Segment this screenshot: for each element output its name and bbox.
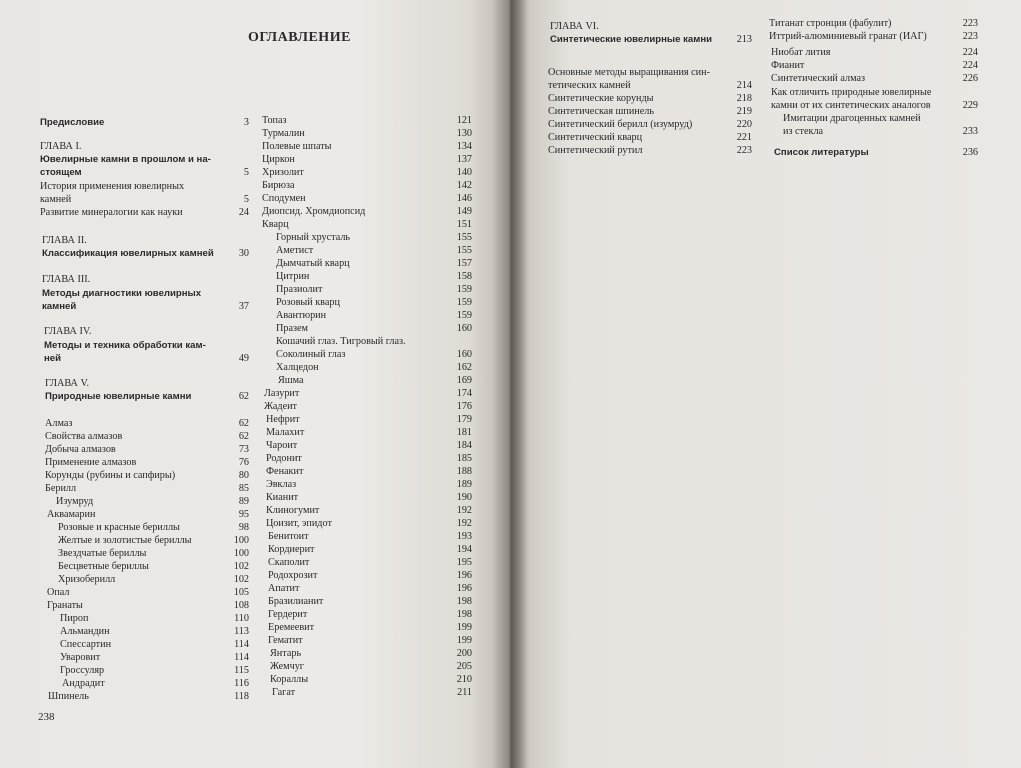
toc-entry-page: 155 <box>456 245 472 256</box>
toc-entry-title: Родохрозит <box>268 570 318 581</box>
toc-entry-page: 233 <box>962 126 978 137</box>
toc-entry-title: Синтетический берилл (изумруд) <box>548 119 693 130</box>
toc-entry-title: Клиногумит <box>266 505 320 516</box>
toc-entry-title: Спессартин <box>60 639 112 650</box>
toc-entry-title: Диопсид. Хромдиопсид <box>262 206 366 217</box>
toc-entry-page: 108 <box>233 600 249 611</box>
toc-entry-title: тетических камней <box>548 80 631 91</box>
toc-entry-title: Дымчатый кварц <box>276 258 350 269</box>
toc-entry-title: Синтетический рутил <box>548 145 643 156</box>
toc-entry-title: Жадеит <box>264 401 298 412</box>
toc-entry-title: Методы диагностики ювелирных <box>42 288 202 299</box>
toc-entry-page: 5 <box>243 194 249 205</box>
toc-entry-title: Циркон <box>262 154 295 165</box>
toc-entry-title: Цитрин <box>276 271 310 282</box>
toc-entry-page: 210 <box>456 674 472 685</box>
toc-entry-page: 114 <box>234 652 249 663</box>
toc-entry-page: 226 <box>962 73 978 84</box>
toc-entry-page: 179 <box>456 414 472 425</box>
toc-entry-title: Хризолит <box>262 167 304 178</box>
toc-entry-title: Ювелирные камни в прошлом и на- <box>40 154 211 165</box>
toc-entry-title: Празем <box>276 323 308 334</box>
toc-entry-title: ГЛАВА IV. <box>44 326 92 337</box>
toc-entry-title: Синтетические корунды <box>548 93 654 104</box>
toc-entry-page: 62 <box>238 391 249 402</box>
toc-entry-title: Имитации драгоценных камней <box>783 113 921 124</box>
toc-entry-page: 198 <box>456 596 472 607</box>
toc-entry-page: 192 <box>456 505 472 516</box>
toc-entry-title: Основные методы выращивания син- <box>548 67 710 78</box>
toc-entry-page: 195 <box>456 557 472 568</box>
toc-entry-title: Турмалин <box>262 128 305 139</box>
toc-entry-title: Гранаты <box>47 600 83 611</box>
toc-entry-page: 113 <box>234 626 249 637</box>
toc-entry-title: Андрадит <box>62 678 105 689</box>
toc-entry-page: 198 <box>456 609 472 620</box>
toc-entry-title: Иттрий-алюминиевый гранат (ИАГ) <box>769 31 927 42</box>
toc-entry-page: 160 <box>456 323 472 334</box>
toc-entry-title: Кошачий глаз. Тигровый глаз. <box>276 336 406 347</box>
toc-entry-page: 62 <box>238 418 249 429</box>
toc-entry-page: 142 <box>456 180 472 191</box>
toc-entry-page: 5 <box>243 167 249 178</box>
toc-entry-title: ней <box>44 353 62 364</box>
toc-entry-title: Природные ювелирные камни <box>45 391 192 402</box>
toc-entry-page: 193 <box>456 531 472 542</box>
toc-entry-title: Синтетический алмаз <box>771 73 866 84</box>
toc-entry-page: 114 <box>234 639 249 650</box>
toc-entry-title: Розовые и красные бериллы <box>58 522 180 533</box>
toc-entry-title: Нефрит <box>266 414 300 425</box>
toc-entry-title: Корунды (рубины и сапфиры) <box>45 470 176 481</box>
toc-entry-page: 76 <box>238 457 249 468</box>
toc-entry-title: из стекла <box>783 126 824 137</box>
toc-entry-title: Еремеевит <box>268 622 315 633</box>
toc-entry-page: 196 <box>456 570 472 581</box>
toc-entry-title: камни от их синтетических аналогов <box>771 100 931 111</box>
toc-entry-page: 192 <box>456 518 472 529</box>
toc-entry-title: Бесцветные бериллы <box>58 561 149 572</box>
toc-entry-page: 140 <box>456 167 472 178</box>
toc-entry-page: 205 <box>456 661 472 672</box>
toc-entry-title: Халцедон <box>276 362 319 373</box>
toc-entry-title: Кварц <box>262 219 289 230</box>
toc-entry-page: 159 <box>456 297 472 308</box>
toc-entry-title: Сподумен <box>262 193 306 204</box>
toc-entry-page: 181 <box>456 427 472 438</box>
toc-entry-page: 213 <box>736 34 752 45</box>
toc-entry-title: Синтетическая шпинель <box>548 106 654 117</box>
toc-entry-title: Как отличить природные ювелирные <box>771 87 932 98</box>
toc-entry-title: Топаз <box>262 115 287 126</box>
toc-entry-title: Родонит <box>266 453 302 464</box>
toc-entry-title: ГЛАВА I. <box>40 141 82 152</box>
toc-entry-page: 196 <box>456 583 472 594</box>
toc-entry-page: 159 <box>456 310 472 321</box>
toc-entry-page: 211 <box>457 687 472 698</box>
toc-entry-title: Берилл <box>45 483 77 494</box>
toc-entry-page: 121 <box>456 115 472 126</box>
toc-entry-title: Синтетический кварц <box>548 132 643 143</box>
toc-entry-page: 37 <box>238 301 249 312</box>
toc-entry-title: Аметист <box>276 245 314 256</box>
toc-entry-page: 24 <box>238 207 249 218</box>
page-title: ОГЛАВЛЕНИЕ <box>248 30 351 45</box>
toc-entry-page: 73 <box>238 444 249 455</box>
toc-entry-title: Гроссуляр <box>60 665 105 676</box>
toc-entry-title: Розовый кварц <box>276 297 340 308</box>
toc-entry-page: 218 <box>736 93 752 104</box>
toc-entry-page: 159 <box>456 284 472 295</box>
toc-entry-page: 221 <box>736 132 752 143</box>
toc-entry-title: Кордиерит <box>268 544 315 555</box>
toc-entry-title: камней <box>40 194 72 205</box>
toc-entry-title: Эвклаз <box>266 479 297 490</box>
page-number: 238 <box>38 711 55 723</box>
toc-entry-page: 49 <box>238 353 249 364</box>
toc-entry-title: Кораллы <box>270 674 309 685</box>
toc-entry-title: Предисловие <box>40 117 105 128</box>
toc-entry-page: 130 <box>456 128 472 139</box>
toc-entry-page: 223 <box>962 18 978 29</box>
toc-entry-title: камней <box>42 301 77 312</box>
toc-entry-title: Изумруд <box>56 496 94 507</box>
toc-entry-page: 137 <box>456 154 472 165</box>
toc-entry-page: 220 <box>736 119 752 130</box>
toc-entry-page: 95 <box>238 509 249 520</box>
toc-entry-page: 236 <box>962 147 978 158</box>
toc-entry-page: 174 <box>456 388 472 399</box>
toc-entry-page: 155 <box>456 232 472 243</box>
toc-entry-page: 176 <box>456 401 472 412</box>
toc-entry-title: Полевые шпаты <box>262 141 332 152</box>
toc-entry-title: Желтые и золотистые бериллы <box>58 535 192 546</box>
toc-entry-page: 169 <box>456 375 472 386</box>
toc-entry-page: 62 <box>238 431 249 442</box>
toc-entry-page: 229 <box>962 100 978 111</box>
toc-entry-page: 100 <box>233 548 249 559</box>
toc-entry-page: 214 <box>736 80 752 91</box>
toc-entry-page: 85 <box>238 483 249 494</box>
toc-entry-title: Алмаз <box>45 418 73 429</box>
book-spine-shadow <box>492 0 528 768</box>
right-page <box>510 0 1021 768</box>
toc-entry-title: Опал <box>47 587 70 598</box>
toc-entry-page: 188 <box>456 466 472 477</box>
toc-entry-title: Шпинель <box>48 691 89 702</box>
toc-entry-title: Методы и техника обработки кам- <box>44 340 206 351</box>
toc-entry-page: 80 <box>238 470 249 481</box>
toc-entry-page: 158 <box>456 271 472 282</box>
toc-entry-page: 189 <box>456 479 472 490</box>
toc-entry-title: Малахит <box>266 427 305 438</box>
toc-entry-title: Аквамарин <box>47 509 96 520</box>
toc-entry-title: Альмандин <box>60 626 110 637</box>
toc-entry-title: Фенакит <box>266 466 304 477</box>
left-page <box>0 0 510 768</box>
toc-entry-title: ГЛАВА III. <box>42 274 91 285</box>
toc-entry-page: 200 <box>456 648 472 659</box>
toc-entry-page: 134 <box>456 141 472 152</box>
toc-entry-title: Классификация ювелирных камней <box>42 248 214 259</box>
toc-entry-title: Список литературы <box>774 147 869 158</box>
toc-entry-title: Хризоберилл <box>58 574 116 585</box>
toc-entry-title: Бенитоит <box>268 531 309 542</box>
toc-entry-title: Звездчатые бериллы <box>58 548 147 559</box>
toc-entry-title: Синтетические ювелирные камни <box>550 34 713 45</box>
toc-entry-title: Апатит <box>268 583 300 594</box>
toc-entry-title: Жемчуг <box>270 661 304 672</box>
toc-entry-page: 194 <box>456 544 472 555</box>
toc-entry-title: ГЛАВА VI. <box>550 21 599 32</box>
toc-entry-page: 151 <box>456 219 472 230</box>
toc-entry-page: 184 <box>456 440 472 451</box>
toc-entry-title: Бразилианит <box>268 596 324 607</box>
toc-entry-page: 199 <box>456 635 472 646</box>
toc-entry-page: 157 <box>456 258 472 269</box>
toc-entry-title: Свойства алмазов <box>45 431 123 442</box>
toc-entry-page: 160 <box>456 349 472 360</box>
toc-entry-page: 190 <box>456 492 472 503</box>
toc-entry-title: Горный хрусталь <box>276 232 351 243</box>
toc-entry-page: 146 <box>456 193 472 204</box>
toc-entry-page: 98 <box>238 522 249 533</box>
toc-entry-title: Бирюза <box>262 180 295 191</box>
toc-entry-title: История применения ювелирных <box>40 181 185 192</box>
toc-entry-page: 199 <box>456 622 472 633</box>
toc-entry-title: Кианит <box>266 492 299 503</box>
toc-entry-title: Гематит <box>268 635 303 646</box>
toc-entry-title: Фианит <box>771 60 805 71</box>
toc-entry-title: Скаполит <box>268 557 310 568</box>
toc-entry-page: 30 <box>238 248 249 259</box>
toc-entry-title: Развитие минералогии как науки <box>40 207 183 218</box>
toc-entry-page: 118 <box>234 691 249 702</box>
toc-entry-page: 105 <box>233 587 249 598</box>
toc-entry-page: 162 <box>456 362 472 373</box>
toc-entry-page: 3 <box>243 117 249 128</box>
toc-entry-title: Яшма <box>278 375 304 386</box>
toc-entry-page: 219 <box>736 106 752 117</box>
toc-entry-page: 100 <box>233 535 249 546</box>
toc-entry-title: Пироп <box>60 613 89 624</box>
toc-entry-page: 224 <box>962 60 978 71</box>
toc-entry-page: 116 <box>234 678 249 689</box>
toc-entry-title: Гердерит <box>268 609 308 620</box>
toc-entry-title: Празиолит <box>276 284 323 295</box>
toc-entry-title: Янтарь <box>270 648 302 659</box>
toc-entry-page: 110 <box>234 613 249 624</box>
toc-entry-page: 149 <box>456 206 472 217</box>
toc-entry-title: Уваровит <box>60 652 101 663</box>
toc-entry-page: 223 <box>736 145 752 156</box>
toc-entry-title: ГЛАВА V. <box>45 378 90 389</box>
toc-entry-title: Титанат стронция (фабулит) <box>769 18 892 29</box>
toc-entry-title: ГЛАВА II. <box>42 235 87 246</box>
toc-entry-title: Чароит <box>266 440 298 451</box>
toc-entry-page: 102 <box>233 561 249 572</box>
toc-entry-page: 89 <box>238 496 249 507</box>
toc-entry-page: 224 <box>962 47 978 58</box>
toc-entry-title: Соколиный глаз <box>276 349 346 360</box>
toc-entry-title: Авантюрин <box>276 310 327 321</box>
toc-entry-page: 115 <box>234 665 249 676</box>
toc-entry-title: стоящем <box>40 167 82 178</box>
toc-entry-title: Применение алмазов <box>45 457 137 468</box>
toc-entry-title: Цоизит, эпидот <box>266 518 332 529</box>
toc-entry-title: Добыча алмазов <box>45 444 116 455</box>
toc-entry-page: 223 <box>962 31 978 42</box>
toc-entry-page: 102 <box>233 574 249 585</box>
toc-entry-title: Лазурит <box>264 388 300 399</box>
toc-entry-title: Гагат <box>272 687 296 698</box>
toc-entry-title: Ниобат лития <box>771 47 831 58</box>
toc-entry-page: 185 <box>456 453 472 464</box>
